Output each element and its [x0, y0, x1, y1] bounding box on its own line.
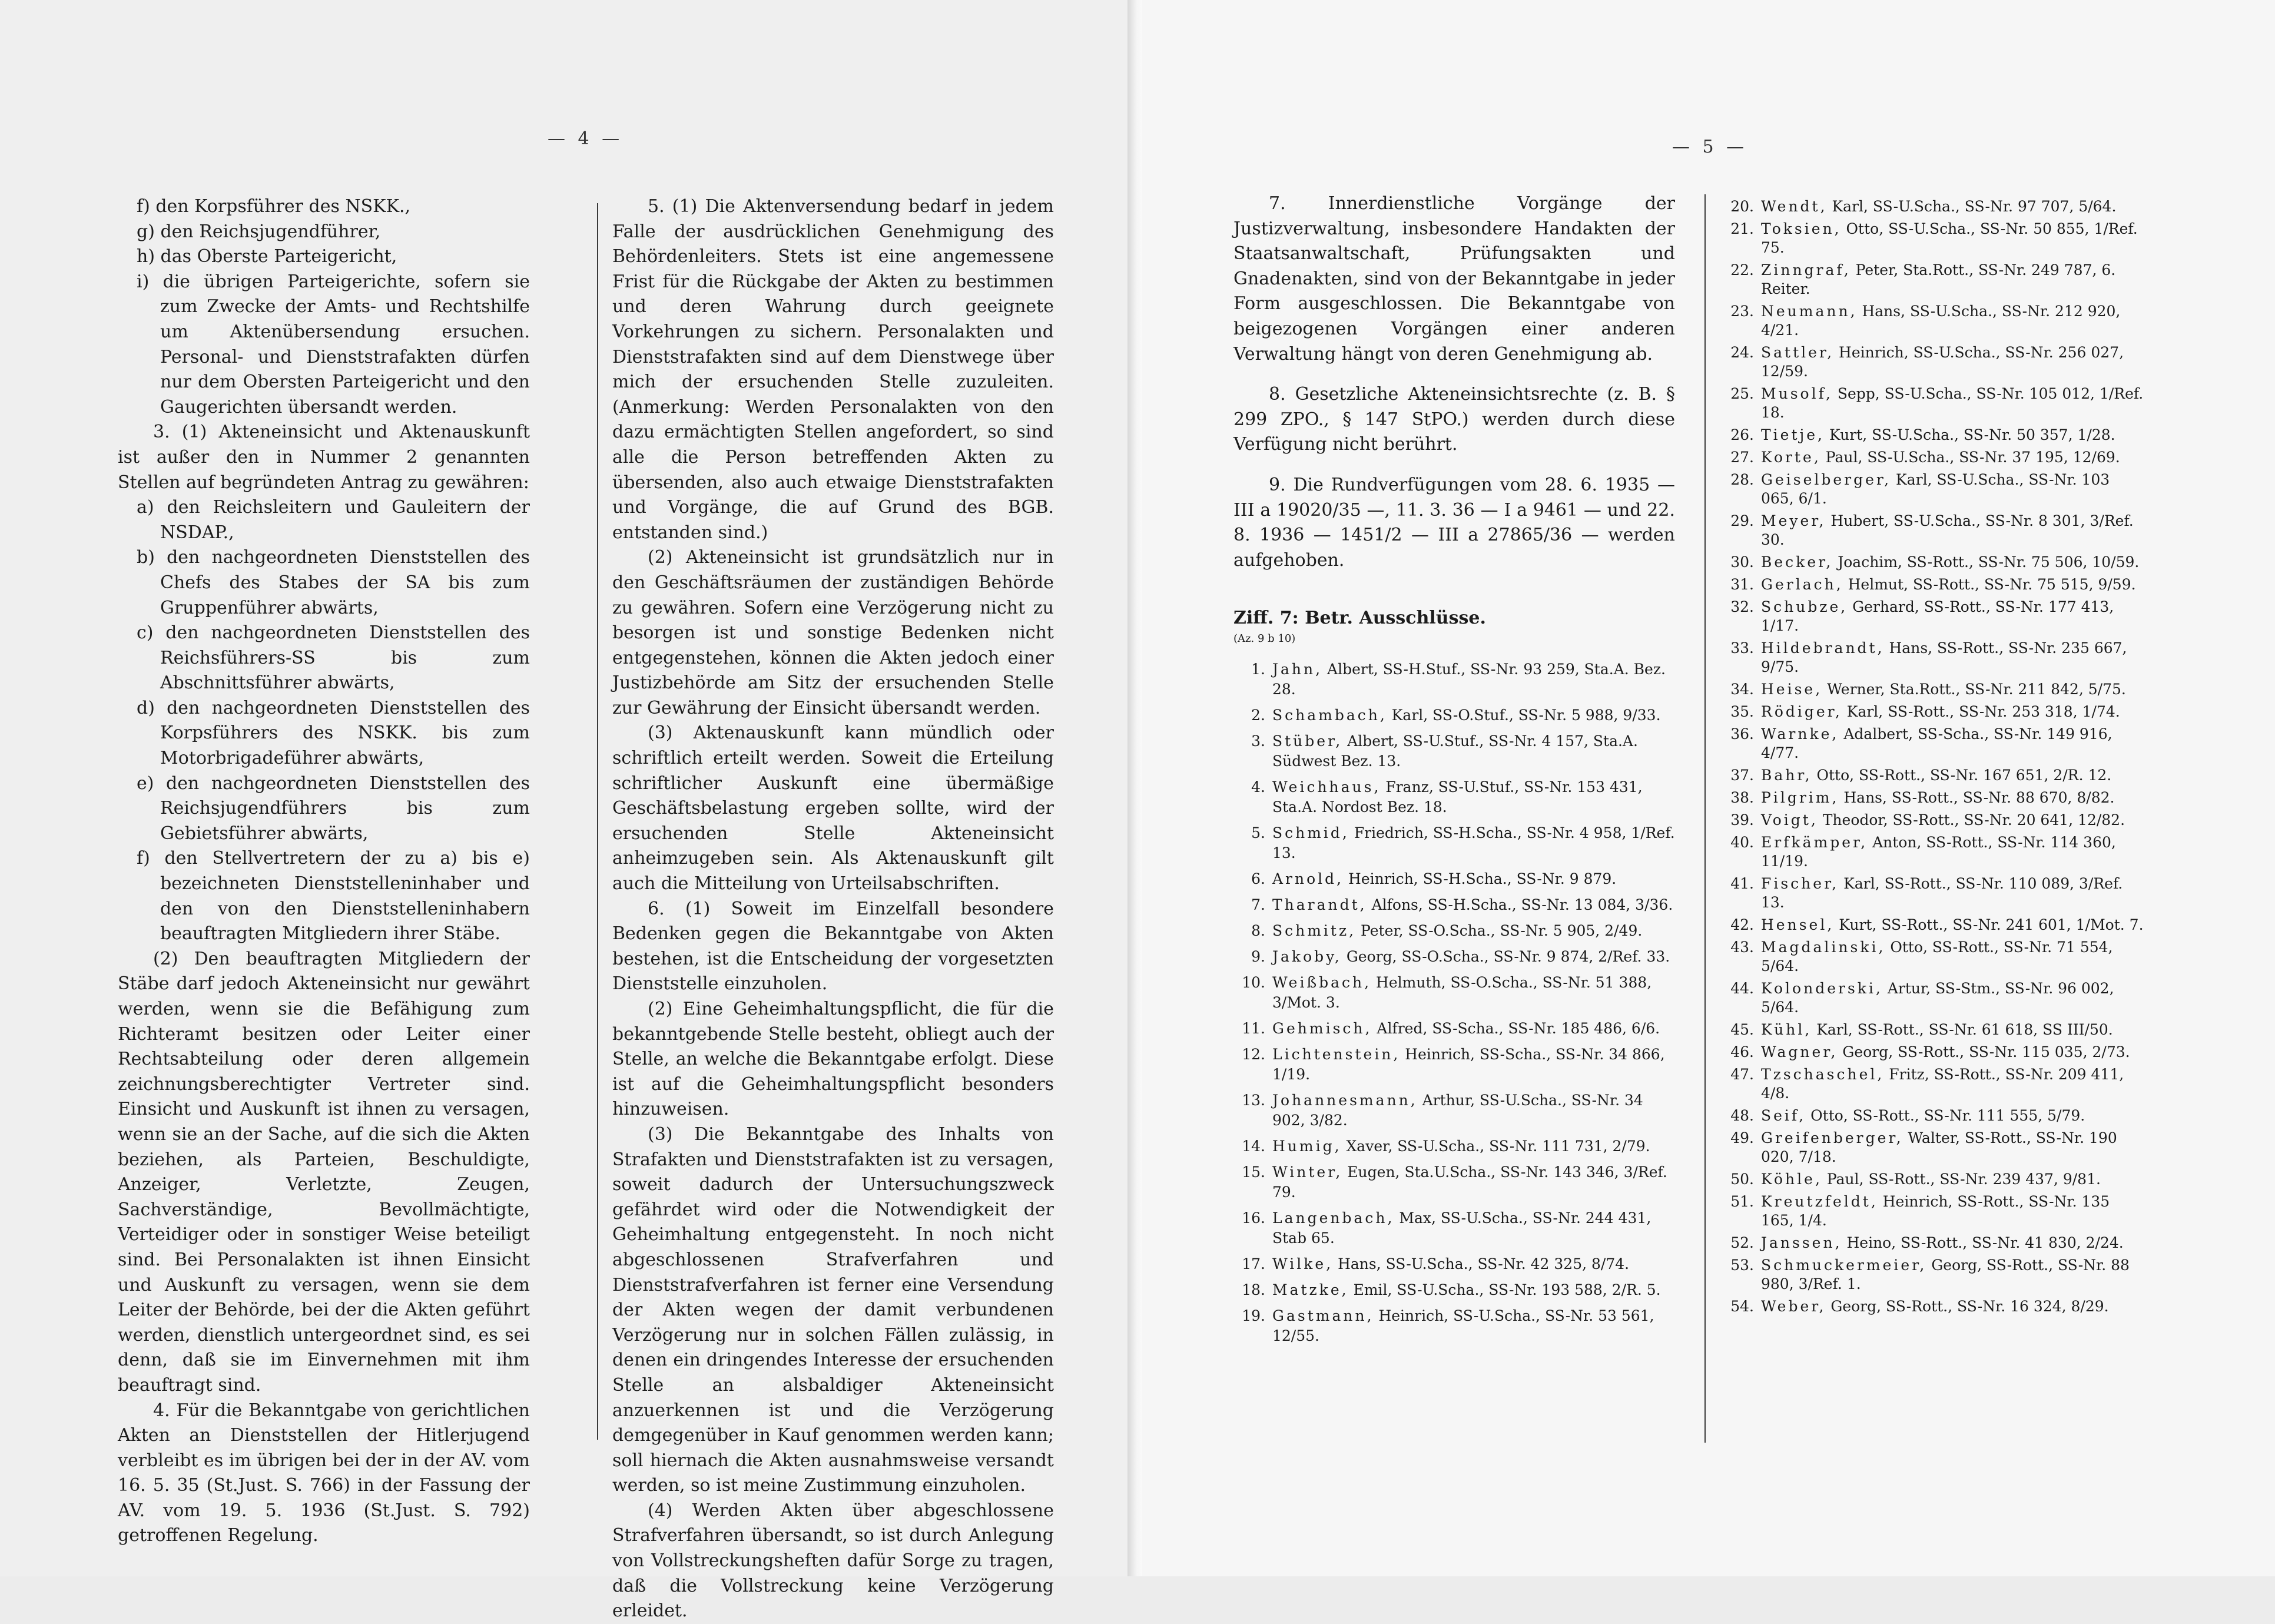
list-item — [1233, 1280, 1675, 1300]
list-item — [1722, 598, 2146, 635]
member-details: Alfred, SS-Scha., SS-Nr. 185 486, 6/6. — [1372, 1019, 1660, 1037]
member-name: Tzschaschel, — [1761, 1066, 1885, 1083]
list-item — [1722, 639, 2146, 677]
list-item — [1722, 197, 2146, 216]
paragraph: f) den Stellvertretern der zu a) bis e) bezeichneten Dienststelleninhaber und den von den Dienststelleninhabern beauftragten Mitgliedern ihrer Stäbe. — [137, 848, 530, 944]
paragraphs — [1233, 191, 1675, 573]
paragraph: 9. Die Rundverfügungen vom 28. 6. 1935 — III a 19020/35 —, 11. 3. 36 — I a 9461 — und 22. 8. 1936 — 1451/2 — III a 27865/36 — werden aufgehoben. — [1233, 474, 1675, 571]
member-details: Heinrich, SS-U.Scha., SS-Nr. 53 561, 12/55. — [1272, 1307, 1654, 1344]
member-name: Geiselberger, — [1761, 471, 1892, 488]
right-column-2 — [1722, 197, 2146, 1320]
item-number: 18. — [1242, 1281, 1265, 1298]
list-item — [1722, 1297, 2146, 1316]
member-details: Otto, SS-Rott., SS-Nr. 71 554, 5/64. — [1761, 939, 2113, 975]
item-number: 40. — [1730, 834, 1754, 851]
list-item — [1722, 938, 2146, 976]
member-details: Albert, SS-H.Stuf., SS-Nr. 93 259, Sta.A. Bez. 28. — [1272, 660, 1666, 698]
member-name: Bahr, — [1761, 767, 1812, 784]
member-name: Humig, — [1272, 1137, 1342, 1155]
member-name: Erfkämper, — [1761, 834, 1868, 851]
member-details: Alfons, SS-H.Scha., SS-Nr. 13 084, 3/36. — [1367, 896, 1673, 913]
paragraph: e) den nachgeordneten Dienststellen des Reichsjugendführers bis zum Gebietsführer abwärts, — [137, 773, 530, 844]
list-item — [1233, 1208, 1675, 1248]
member-details: Walter, SS-Rott., SS-Nr. 190 020, 7/18. — [1761, 1129, 2117, 1165]
member-name: Tharandt, — [1272, 896, 1367, 913]
member-name: Jahn, — [1272, 660, 1323, 678]
member-name: Wendt, — [1761, 198, 1828, 215]
list-item — [1722, 1129, 2146, 1166]
item-number: 19. — [1242, 1307, 1265, 1324]
member-details: Karl, SS-U.Scha., SS-Nr. 97 707, 5/64. — [1827, 198, 2117, 215]
item-number: 23. — [1730, 303, 1754, 320]
item-number: 52. — [1730, 1234, 1754, 1251]
item-number: 42. — [1730, 916, 1754, 933]
member-name: Weichhaus, — [1272, 778, 1381, 796]
member-name: Pilgrim, — [1761, 789, 1839, 806]
section-heading: Ziff. 7: Betr. Ausschlüsse. — [1233, 608, 1486, 629]
item-number: 41. — [1730, 875, 1754, 892]
list-item — [1233, 777, 1675, 817]
list-item — [1233, 1162, 1675, 1202]
left-page — [0, 0, 1127, 1622]
member-name: Wilke, — [1272, 1255, 1334, 1272]
member-details: Theodor, SS-Rott., SS-Nr. 20 641, 12/82. — [1818, 811, 2125, 828]
list-item — [1722, 1106, 2146, 1125]
member-name: Schmid, — [1272, 824, 1349, 841]
member-name: Hildebrandt, — [1761, 639, 1885, 657]
item-number: 6. — [1251, 870, 1265, 887]
member-details: Heinrich, SS-U.Scha., SS-Nr. 256 027, 12/59. — [1761, 344, 2124, 380]
member-name: Arnold, — [1272, 870, 1344, 887]
list-item — [1722, 874, 2146, 912]
item-number: 16. — [1242, 1209, 1265, 1227]
item-number: 31. — [1730, 576, 1754, 593]
member-details: Xaver, SS-U.Scha., SS-Nr. 111 731, 2/79. — [1341, 1137, 1650, 1155]
member-name: Janssen, — [1761, 1234, 1842, 1251]
member-details: Karl, SS-O.Stuf., SS-Nr. 5 988, 9/33. — [1387, 706, 1661, 724]
member-details: Max, SS-U.Scha., SS-Nr. 244 431, Stab 65. — [1272, 1209, 1651, 1247]
member-name: Warnke, — [1761, 725, 1839, 743]
list-item — [1233, 947, 1675, 967]
member-name: Heise, — [1761, 681, 1823, 698]
member-name: Johannesmann, — [1272, 1091, 1418, 1109]
list-item — [1233, 973, 1675, 1013]
item-number: 33. — [1730, 639, 1754, 657]
paragraph: 5. (1) Die Aktenversendung bedarf in jedem Falle der ausdrücklichen Genehmigung des Behördenleiters. Stets ist eine angemessene Frist für die Rückgabe der Akten zu bestimmen und deren Wahrung durch geeignete Vorkehrungen zu sichern. Personalakten und Dienststrafakten sind auf dem Dienstwege über mich der ersuchenden Stelle zuzuleiten. (Anmerkung: Werden Personalakten von den dazu ermächtigten Stellen angefordert, so sind alle die Person betreffenden Akten zu übersenden, also auch etwaige Dienststrafakten und Vorgänge, die auf Grund des BGB. entstanden sind.) — [612, 196, 1054, 543]
item-number: 25. — [1730, 385, 1754, 402]
paragraph: 6. (1) Soweit im Einzelfall besondere Bedenken gegen die Bekanntgabe von Akten bestehen, ist die Entscheidung der vorgesetzten Dienststelle einzuholen. — [612, 898, 1054, 995]
item-number: 50. — [1730, 1171, 1754, 1188]
member-name: Langenbach, — [1272, 1209, 1395, 1227]
paragraph: (2) Den beauftragten Mitgliedern der Stäbe darf jedoch Akteneinsicht nur gewährt werden, wenn sie die Befähigung zum Richteramt besitzen oder Leiter einer Rechtsabteilung oder deren allgemein zeichnungsberechtigter Vertreter sind. Einsicht und Auskunft ist ihnen zu versagen, wenn sie an der Sache, auf die sich die Akten beziehen, als Parteien, Beschuldigte, Anzeiger, Verletzte, Zeugen, Sachverständige, Bevollmächtigte, Verteidiger oder in sonstiger Weise beteiligt sind. Bei Personalakten ist ihnen Einsicht und Auskunft zu versagen, wenn sie dem Leiter der Behörde, bei der die Akten geführt werden, dienstlich untergeordnet sind, es sei denn, daß sie im Einvernehmen mit ihm beauftragt sind. — [118, 948, 530, 1396]
item-number: 53. — [1730, 1257, 1754, 1274]
member-details: Otto, SS-Rott., SS-Nr. 167 651, 2/R. 12. — [1812, 767, 2112, 784]
member-name: Gastmann, — [1272, 1307, 1374, 1324]
member-name: Hensel, — [1761, 916, 1835, 933]
paragraph: (3) Die Bekanntgabe des Inhalts von Strafakten und Dienststrafakten ist zu versagen, soweit dadurch der Untersuchungszweck gefährdet wird oder die Notwendigkeit der Geheimhaltung entgegensteht. In noch nicht abgeschlossenen Strafverfahren und Dienststrafverfahren ist ferner eine Versendung der Akten wegen der damit verbundenen Verzögerung nur in solchen Fällen zulässig, in denen ein dringendes Interesse der ersuchenden Stelle an alsbaldiger Akteneinsicht anzuerkennen ist und die Verzögerung demgegenüber in Kauf genommen werden kann; soll hiernach die Akten ausnahmsweise versandt werden, so ist meine Zustimmung einzuholen. — [612, 1123, 1054, 1496]
paragraph: 8. Gesetzliche Akteneinsichtsrechte (z. B. § 299 ZPO., § 147 StPO.) werden durch diese Verfügung nicht berührt. — [1233, 384, 1675, 455]
member-name: Weber, — [1761, 1298, 1826, 1315]
item-number: 32. — [1730, 598, 1754, 615]
member-details: Heinrich, SS-Scha., SS-Nr. 34 866, 1/19. — [1272, 1045, 1665, 1083]
paragraph: (3) Aktenauskunft kann mündlich oder schriftlich erteilt werden. Soweit die Erteilung schriftlicher Auskunft eine übermäßige Geschäftsbelastung ergeben sollte, wird der ersuchenden Stelle Akteneinsicht anheimzugeben sein. Als Aktenauskunft gilt auch die Mitteilung von Urteilsabschriften. — [612, 722, 1054, 894]
member-details: Werner, Sta.Rott., SS-Nr. 211 842, 5/75. — [1822, 681, 2126, 698]
list-item — [1233, 705, 1675, 725]
member-details: Georg, SS-Rott., SS-Nr. 88 980, 3/Ref. 1. — [1761, 1257, 2130, 1292]
item-number: 28. — [1730, 471, 1754, 488]
member-details: Heinrich, SS-Rott., SS-Nr. 135 165, 1/4. — [1761, 1193, 2110, 1229]
paragraph: f) den Korpsführer des NSKK., — [137, 196, 411, 217]
member-details: Hans, SS-U.Scha., SS-Nr. 42 325, 8/74. — [1333, 1255, 1630, 1272]
page-gutter — [1127, 0, 1142, 1576]
paragraph: 4. Für die Bekanntgabe von gerichtlichen Akten an Dienststellen der Hitlerjugend verbleibt es im übrigen bei der in der AV. vom 16. 5. 35 (St.Just. S. 766) in der Fassung der AV. vom 19. 5. 1936 (St.Just. S. 792) getroffenen Regelung. — [118, 1400, 530, 1546]
member-name: Jakoby, — [1272, 947, 1342, 965]
section-reference: (Az. 9 b 10) — [1233, 632, 1296, 645]
item-number: 34. — [1730, 681, 1754, 698]
item-number: 12. — [1242, 1045, 1265, 1063]
list-item — [1722, 1065, 2146, 1103]
paragraph: b) den nachgeordneten Dienststellen des Chefs des Stabes der SA bis zum Gruppenführer abwärts, — [137, 547, 530, 618]
exclusion-list-part-1 — [1233, 659, 1675, 1346]
member-details: Albert, SS-U.Stuf., SS-Nr. 4 157, Sta.A. Südwest Bez. 13. — [1272, 732, 1638, 770]
member-name: Neumann, — [1761, 303, 1858, 320]
item-number: 24. — [1730, 344, 1754, 361]
list-item — [1722, 680, 2146, 699]
member-name: Weißbach, — [1272, 973, 1372, 991]
member-details: Emil, SS-U.Scha., SS-Nr. 193 588, 2/R. 5. — [1348, 1281, 1661, 1298]
list-item — [1722, 512, 2146, 549]
paragraph: (2) Eine Geheimhaltungspflicht, die für die bekanntgebende Stelle besteht, obliegt auch der Stelle, an welche die Bekanntgabe erfolgt. Diese ist auf die Geheimhaltungspflicht besonders hinzuweisen. — [612, 999, 1054, 1120]
item-number: 1. — [1251, 660, 1265, 678]
list-item — [1722, 766, 2146, 785]
list-item — [1722, 725, 2146, 763]
member-details: Kurt, SS-U.Scha., SS-Nr. 50 357, 1/28. — [1825, 426, 2115, 443]
right-column-1 — [1233, 191, 1675, 1352]
list-item — [1722, 261, 2146, 299]
list-item — [1722, 811, 2146, 830]
list-item — [1722, 553, 2146, 572]
paragraph: h) das Oberste Parteigericht, — [137, 246, 397, 267]
item-number: 21. — [1730, 220, 1754, 237]
member-name: Sattler, — [1761, 344, 1835, 361]
list-item — [1233, 921, 1675, 941]
member-name: Gehmisch, — [1272, 1019, 1372, 1037]
member-name: Winter, — [1272, 1163, 1343, 1181]
member-name: Köhle, — [1761, 1171, 1822, 1188]
list-item — [1233, 1019, 1675, 1039]
item-number: 51. — [1730, 1193, 1754, 1210]
item-number: 5. — [1251, 824, 1265, 841]
member-name: Schambach, — [1272, 706, 1387, 724]
paragraph: (4) Werden Akten über abgeschlossene Strafverfahren übersandt, so ist durch Anlegung von Vollstreckungsheften dafür Sorge zu tragen, daß die Vollstreckung keine Verzögerung erleidet. — [612, 1500, 1054, 1622]
item-number: 49. — [1730, 1129, 1754, 1146]
list-item — [1722, 833, 2146, 871]
member-details: Georg, SS-Rott., SS-Nr. 115 035, 2/73. — [1838, 1043, 2130, 1060]
list-item — [1722, 385, 2146, 422]
list-item — [1722, 343, 2146, 381]
member-name: Fischer, — [1761, 875, 1839, 892]
member-name: Stüber, — [1272, 732, 1343, 750]
member-details: Karl, SS-Rott., SS-Nr. 110 089, 3/Ref. 13. — [1761, 875, 2123, 911]
list-item — [1722, 1020, 2146, 1039]
list-item — [1233, 1045, 1675, 1085]
column-divider — [597, 203, 598, 1440]
list-item — [1233, 1136, 1675, 1156]
member-name: Magdalinski, — [1761, 939, 1886, 956]
member-name: Matzke, — [1272, 1281, 1349, 1298]
item-number: 37. — [1730, 767, 1754, 784]
item-number: 43. — [1730, 939, 1754, 956]
member-name: Kolonderski, — [1761, 980, 1883, 997]
left-column-2 — [612, 194, 1054, 1624]
column-divider — [1704, 194, 1706, 1443]
item-number: 9. — [1251, 947, 1265, 965]
item-number: 27. — [1730, 449, 1754, 466]
member-name: Wagner, — [1761, 1043, 1838, 1060]
list-item — [1722, 702, 2146, 721]
member-details: Joachim, SS-Rott., SS-Nr. 75 506, 10/59. — [1833, 554, 2140, 571]
member-details: Franz, SS-U.Stuf., SS-Nr. 153 431, Sta.A. Nordost Bez. 18. — [1272, 778, 1643, 816]
list-item — [1722, 979, 2146, 1017]
list-item — [1233, 659, 1675, 700]
item-number: 48. — [1730, 1107, 1754, 1124]
member-name: Lichtenstein, — [1272, 1045, 1401, 1063]
member-details: Peter, Sta.Rott., SS-Nr. 249 787, 6. Reiter. — [1761, 261, 2116, 297]
list-item — [1722, 1192, 2146, 1230]
member-name: Schmitz, — [1272, 922, 1357, 939]
item-number: 15. — [1242, 1163, 1265, 1181]
member-details: Hans, SS-Rott., SS-Nr. 88 670, 8/82. — [1839, 789, 2115, 806]
right-page — [1142, 0, 2275, 1576]
item-number: 26. — [1730, 426, 1754, 443]
member-details: Gerhard, SS-Rott., SS-Nr. 177 413, 1/17. — [1761, 598, 2114, 634]
member-details: Otto, SS-Rott., SS-Nr. 111 555, 5/79. — [1806, 1107, 2085, 1124]
member-details: Karl, SS-Rott., SS-Nr. 61 618, SS III/50. — [1812, 1021, 2113, 1038]
member-details: Heino, SS-Rott., SS-Nr. 41 830, 2/24. — [1842, 1234, 2124, 1251]
item-number: 54. — [1730, 1298, 1754, 1315]
exclusion-list-part-2 — [1722, 197, 2146, 1316]
list-item — [1722, 1234, 2146, 1252]
member-name: Rödiger, — [1761, 703, 1842, 720]
member-details: Karl, SS-U.Scha., SS-Nr. 103 065, 6/1. — [1761, 471, 2110, 507]
member-details: Kurt, SS-Rott., SS-Nr. 241 601, 1/Mot. 7. — [1834, 916, 2144, 933]
member-name: Schmuckermeier, — [1761, 1257, 1927, 1274]
member-details: Adalbert, SS-Scha., SS-Nr. 149 916, 4/77. — [1761, 725, 2112, 761]
list-item — [1722, 220, 2146, 257]
member-details: Georg, SS-Rott., SS-Nr. 16 324, 8/29. — [1826, 1298, 2109, 1315]
list-item — [1722, 448, 2146, 467]
paragraph: 7. Innerdienstliche Vorgänge der Justizverwaltung, insbesondere Handakten der Staatsanwaltschaft, Prüfungsakten und Gnadenakten, sind von der Bekanntgabe in jeder Form ausgeschlossen. Die Bekanntgabe von beigezogenen Vorgängen einer anderen Verwaltung hängt von deren Genehmigung ab. — [1233, 193, 1675, 364]
member-details: Eugen, Sta.U.Scha., SS-Nr. 143 346, 3/Ref. 79. — [1272, 1163, 1667, 1201]
item-number: 11. — [1242, 1019, 1265, 1037]
item-number: 8. — [1251, 922, 1265, 939]
left-column-1 — [118, 194, 530, 1549]
list-item — [1233, 895, 1675, 915]
page-number: — 4 — — [548, 128, 624, 149]
member-details: Heinrich, SS-H.Scha., SS-Nr. 9 879. — [1344, 870, 1617, 887]
member-name: Korte, — [1761, 449, 1821, 466]
member-name: Becker, — [1761, 554, 1833, 571]
item-number: 38. — [1730, 789, 1754, 806]
list-item — [1233, 1254, 1675, 1274]
item-number: 3. — [1251, 732, 1265, 750]
item-number: 36. — [1730, 725, 1754, 743]
list-item — [1233, 731, 1675, 771]
item-number: 46. — [1730, 1043, 1754, 1060]
member-name: Seif, — [1761, 1107, 1806, 1124]
member-details: Helmuth, SS-O.Scha., SS-Nr. 51 388, 3/Mot. 3. — [1272, 973, 1652, 1011]
item-number: 2. — [1251, 706, 1265, 724]
member-details: Fritz, SS-Rott., SS-Nr. 209 411, 4/8. — [1761, 1066, 2124, 1102]
member-details: Paul, SS-U.Scha., SS-Nr. 37 195, 12/69. — [1820, 449, 2120, 466]
member-details: Arthur, SS-U.Scha., SS-Nr. 34 902, 3/82. — [1272, 1091, 1643, 1129]
item-number: 22. — [1730, 261, 1754, 279]
paragraph: 3. (1) Akteneinsicht und Aktenauskunft ist außer den in Nummer 2 genannten Stellen auf begründeten Antrag zu gewähren: — [118, 422, 530, 493]
member-name: Gerlach, — [1761, 576, 1843, 593]
paragraph: g) den Reichsjugendführer, — [137, 221, 381, 242]
member-details: Hans, SS-Rott., SS-Nr. 235 667, 9/75. — [1761, 639, 2127, 675]
page-number: — 5 — — [1672, 137, 1748, 157]
list-item — [1233, 1306, 1675, 1346]
item-number: 29. — [1730, 512, 1754, 529]
member-name: Greifenberger, — [1761, 1129, 1903, 1146]
member-details: Karl, SS-Rott., SS-Nr. 253 318, 1/74. — [1842, 703, 2120, 720]
item-number: 17. — [1242, 1255, 1265, 1272]
paragraph: i) die übrigen Parteigerichte, sofern sie zum Zwecke der Amts- und Rechtshilfe um Aktenübersendung ersuchen. Personal- und Dienststrafakten dürfen nur dem Obersten Parteigericht und den Gaugerichten übersandt werden. — [137, 271, 530, 417]
member-details: Hans, SS-U.Scha., SS-Nr. 212 920, 4/21. — [1761, 303, 2121, 339]
item-number: 47. — [1730, 1066, 1754, 1083]
list-item — [1722, 916, 2146, 934]
paragraph: c) den nachgeordneten Dienststellen des Reichsführers-SS bis zum Abschnittsführer abwärts, — [137, 622, 530, 694]
member-details: Helmut, SS-Rott., SS-Nr. 75 515, 9/59. — [1843, 576, 2136, 593]
member-name: Tietje, — [1761, 426, 1825, 443]
item-number: 4. — [1251, 778, 1265, 796]
member-details: Georg, SS-O.Scha., SS-Nr. 9 874, 2/Ref. 33. — [1341, 947, 1670, 965]
list-item — [1233, 869, 1675, 889]
item-number: 30. — [1730, 554, 1754, 571]
list-item — [1722, 788, 2146, 807]
list-item — [1722, 575, 2146, 594]
item-number: 10. — [1242, 973, 1265, 991]
list-item — [1722, 426, 2146, 445]
member-name: Toksien, — [1761, 220, 1842, 237]
item-number: 13. — [1242, 1091, 1265, 1109]
list-item — [1722, 302, 2146, 340]
paragraph: (2) Akteneinsicht ist grundsätzlich nur in den Geschäftsräumen der zuständigen Behörde zu gewähren. Sofern eine Verzögerung nicht zu besorgen ist und sonstige Bedenken nicht entgegenstehen, können die Akten jedoch einer Justizbehörde am Sitz der ersuchenden Stelle zur Gewährung der Einsicht übersandt werden. — [612, 547, 1054, 718]
member-details: Peter, SS-O.Scha., SS-Nr. 5 905, 2/49. — [1356, 922, 1643, 939]
list-item — [1722, 470, 2146, 508]
list-item — [1722, 1043, 2146, 1062]
list-item — [1722, 1256, 2146, 1294]
item-number: 7. — [1251, 896, 1265, 913]
list-item — [1233, 1091, 1675, 1131]
paragraph: d) den nachgeordneten Dienststellen des Korpsführers des NSKK. bis zum Motorbrigadeführer abwärts, — [137, 697, 530, 769]
member-name: Kreutzfeldt, — [1761, 1193, 1878, 1210]
member-details: Hubert, SS-U.Scha., SS-Nr. 8 301, 3/Ref. 30. — [1761, 512, 2134, 548]
list-item — [1233, 823, 1675, 863]
member-name: Meyer, — [1761, 512, 1826, 529]
member-name: Voigt, — [1761, 811, 1818, 828]
member-name: Musolf, — [1761, 385, 1833, 402]
item-number: 44. — [1730, 980, 1754, 997]
member-name: Kühl, — [1761, 1021, 1812, 1038]
item-number: 20. — [1730, 198, 1754, 215]
item-number: 39. — [1730, 811, 1754, 828]
member-details: Anton, SS-Rott., SS-Nr. 114 360, 11/19. — [1761, 834, 2116, 870]
member-name: Schubze, — [1761, 598, 1848, 615]
member-details: Artur, SS-Stm., SS-Nr. 96 002, 5/64. — [1761, 980, 2114, 1016]
member-details: Otto, SS-U.Scha., SS-Nr. 50 855, 1/Ref. 75. — [1761, 220, 2138, 256]
item-number: 14. — [1242, 1137, 1265, 1155]
member-details: Sepp, SS-U.Scha., SS-Nr. 105 012, 1/Ref. 18. — [1761, 385, 2144, 421]
list-item — [1722, 1170, 2146, 1189]
paragraph: a) den Reichsleitern und Gauleitern der NSDAP., — [137, 497, 530, 543]
member-details: Paul, SS-Rott., SS-Nr. 239 437, 9/81. — [1822, 1171, 2101, 1188]
member-name: Zinngraf, — [1761, 261, 1851, 279]
item-number: 45. — [1730, 1021, 1754, 1038]
member-details: Friedrich, SS-H.Scha., SS-Nr. 4 958, 1/Ref. 13. — [1272, 824, 1675, 861]
item-number: 35. — [1730, 703, 1754, 720]
